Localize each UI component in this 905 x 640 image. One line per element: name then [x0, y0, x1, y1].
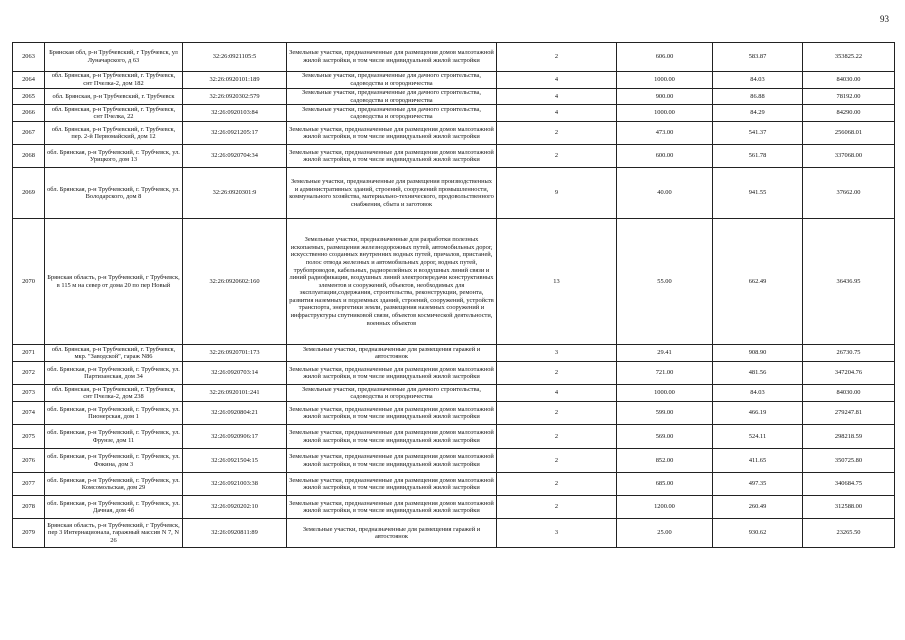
cadastral-value-cell: 340684.75 — [803, 473, 895, 496]
row-number: 2066 — [13, 105, 45, 122]
specific-value-cell: 84.03 — [713, 385, 803, 402]
table-row — [13, 385, 895, 402]
table-row — [13, 145, 895, 168]
land-use-cell: Земельные участки, предназначенные для размещения домов малоэтажной жилой застройки, в том числе индивидуальной жилой застройки — [287, 449, 497, 473]
cadastral-value-cell: 298218.59 — [803, 425, 895, 449]
table-body — [13, 43, 895, 548]
address-cell: обл. Брянская, р-н Трубчевский, г. Трубчевск, ул. Пионерская, дом 1 — [45, 402, 183, 425]
cadastral-number-cell: 32:26:0920811:89 — [183, 519, 287, 548]
row-number: 2069 — [13, 168, 45, 219]
cadastral-value-cell: 312588.00 — [803, 496, 895, 519]
cadastral-number-cell: 32:26:0921105:5 — [183, 43, 287, 72]
row-number: 2065 — [13, 89, 45, 105]
group-cell: 2 — [497, 362, 617, 385]
address-cell: обл. Брянская, р-н Трубчевский, г. Трубчевск, ул. Володарского, дом 8 — [45, 168, 183, 219]
specific-value-cell: 481.56 — [713, 362, 803, 385]
land-use-cell: Земельные участки, предназначенные для разработки полезных ископаемых, размещения железнодорожных путей, автомобильных дорог, искусственно созданных внутренних водных путей, причалов, пристаней, полос отвода железных и автомобильных дорог, водных путей, трубопроводов, кабельных, радиорелейных и воздушных линий связи и линий радиофикации, воздушных линий электропередачи конструктивных элементов и сооружений, объектов, необходимых для эксплуатации,содержания, строительства, реконструкции, ремонта, развития наземных и подземных зданий, строений, сооружений, устройств транспорта, энергетики земли, размещения наземных сооружений и инфраструктуры спутниковой связи, объектов космической деятельности, военных объектов — [287, 219, 497, 345]
address-cell: обл. Брянская, р-н Трубчевский, г. Трубчевск, ул. Комсомольская, дом 29 — [45, 473, 183, 496]
cadastral-number-cell: 32:26:0921003:38 — [183, 473, 287, 496]
cadastral-value-cell: 84030.00 — [803, 385, 895, 402]
address-cell: обл. Брянская, р-н Трубчевский, г. Трубчевск, ул. Партизанская, дом 34 — [45, 362, 183, 385]
cadastral-value-cell: 84030.00 — [803, 72, 895, 89]
land-use-cell: Земельные участки, предназначенные для размещения гаражей и автостоянок — [287, 345, 497, 362]
area-cell: 900.00 — [617, 89, 713, 105]
group-cell: 2 — [497, 496, 617, 519]
cadastral-number-cell: 32:26:0920101:189 — [183, 72, 287, 89]
area-cell: 685.00 — [617, 473, 713, 496]
area-cell: 599.00 — [617, 402, 713, 425]
specific-value-cell: 84.29 — [713, 105, 803, 122]
land-use-cell: Земельные участки, предназначенные для размещения домов малоэтажной жилой застройки, в том числе индивидуальной жилой застройки — [287, 43, 497, 72]
address-cell: обл. Брянская, р-н Трубчевский, г. Трубчевск, снт Пчелка-2, дом 238 — [45, 385, 183, 402]
cadastral-number-cell: 32:26:0920906:17 — [183, 425, 287, 449]
area-cell: 473.00 — [617, 122, 713, 145]
cadastral-number-cell: 32:26:0920701:173 — [183, 345, 287, 362]
table-row — [13, 362, 895, 385]
row-number: 2074 — [13, 402, 45, 425]
group-cell: 4 — [497, 72, 617, 89]
row-number: 2064 — [13, 72, 45, 89]
area-cell: 721.00 — [617, 362, 713, 385]
specific-value-cell: 411.65 — [713, 449, 803, 473]
group-cell: 2 — [497, 145, 617, 168]
table-row — [13, 219, 895, 345]
cadastral-value-cell: 84290.00 — [803, 105, 895, 122]
table-row — [13, 122, 895, 145]
row-number: 2068 — [13, 145, 45, 168]
cadastral-value-cell: 23265.50 — [803, 519, 895, 548]
table-row — [13, 43, 895, 72]
group-cell: 4 — [497, 385, 617, 402]
table-row — [13, 72, 895, 89]
specific-value-cell: 84.03 — [713, 72, 803, 89]
specific-value-cell: 583.87 — [713, 43, 803, 72]
table-row — [13, 496, 895, 519]
row-number: 2079 — [13, 519, 45, 548]
area-cell: 1000.00 — [617, 105, 713, 122]
specific-value-cell: 524.11 — [713, 425, 803, 449]
row-number: 2071 — [13, 345, 45, 362]
address-cell: обл. Брянская, р-н Трубчевский, г. Трубчевск, ул. Фрунзе, дом 11 — [45, 425, 183, 449]
table-row — [13, 402, 895, 425]
cadastral-value-cell: 37662.00 — [803, 168, 895, 219]
land-use-cell: Земельные участки, предназначенные для дачного строительства, садоводства и огородничества — [287, 72, 497, 89]
cadastral-number-cell: 32:26:0920703:14 — [183, 362, 287, 385]
table-row — [13, 449, 895, 473]
cadastral-number-cell: 32:26:0920202:10 — [183, 496, 287, 519]
area-cell: 40.00 — [617, 168, 713, 219]
table-row — [13, 473, 895, 496]
row-number: 2067 — [13, 122, 45, 145]
group-cell: 3 — [497, 345, 617, 362]
table-row — [13, 425, 895, 449]
cadastral-value-cell: 350725.80 — [803, 449, 895, 473]
specific-value-cell: 941.55 — [713, 168, 803, 219]
cadastral-number-cell: 32:26:0920101:241 — [183, 385, 287, 402]
address-cell: обл. Брянская, р-н Трубчевский, г. Трубчевск, пер. 2-й Первомайский, дом 12 — [45, 122, 183, 145]
address-cell: Брянская область, р-н Трубчевский, г Трубчевск, пер 3 Интернационала, гаражный массив N 7, N 26 — [45, 519, 183, 548]
row-number: 2073 — [13, 385, 45, 402]
table-row — [13, 105, 895, 122]
land-use-cell: Земельные участки, предназначенные для дачного строительства, садоводства и огородничества — [287, 105, 497, 122]
area-cell: 606.00 — [617, 43, 713, 72]
cadastral-number-cell: 32:26:0920301:9 — [183, 168, 287, 219]
specific-value-cell: 930.62 — [713, 519, 803, 548]
specific-value-cell: 260.49 — [713, 496, 803, 519]
cadastral-value-cell: 337068.00 — [803, 145, 895, 168]
address-cell: обл. Брянская, р-н Трубчевский, г. Трубчевск, ул. Урицкого, дом 13 — [45, 145, 183, 168]
cadastral-number-cell: 32:26:0920804:21 — [183, 402, 287, 425]
cadastral-number-cell: 32:26:0921504:15 — [183, 449, 287, 473]
area-cell: 600.00 — [617, 145, 713, 168]
land-use-cell: Земельные участки, предназначенные для размещения производственных и административных зданий, строений, сооружений промышленности, коммунального хозяйства, материально-технического, продовольственного снабжения, сбыта и заготовок — [287, 168, 497, 219]
specific-value-cell: 662.49 — [713, 219, 803, 345]
land-use-cell: Земельные участки, предназначенные для размещения гаражей и автостоянок — [287, 519, 497, 548]
row-number: 2063 — [13, 43, 45, 72]
cadastral-value-cell: 353825.22 — [803, 43, 895, 72]
page-number: 93 — [880, 14, 889, 24]
group-cell: 2 — [497, 425, 617, 449]
land-use-cell: Земельные участки, предназначенные для размещения домов малоэтажной жилой застройки, в том числе индивидуальной жилой застройки — [287, 496, 497, 519]
cadastral-value-cell: 279247.81 — [803, 402, 895, 425]
address-cell: обл. Брянская, р-н Трубчевский, г. Трубчевск, ул. Дачная, дом 4б — [45, 496, 183, 519]
group-cell: 9 — [497, 168, 617, 219]
land-use-cell: Земельные участки, предназначенные для размещения домов малоэтажной жилой застройки, в том числе индивидуальной жилой застройки — [287, 473, 497, 496]
specific-value-cell: 86.88 — [713, 89, 803, 105]
cadastral-number-cell: 32:26:0920704:34 — [183, 145, 287, 168]
row-number: 2075 — [13, 425, 45, 449]
area-cell: 1200.00 — [617, 496, 713, 519]
address-cell: обл. Брянская, р-н Трубчевский, г. Трубчевск, мкр. "Заводской", гараж N86 — [45, 345, 183, 362]
cadastral-value-cell: 36436.95 — [803, 219, 895, 345]
cadastral-value-cell: 347204.76 — [803, 362, 895, 385]
cadastral-value-cell: 78192.00 — [803, 89, 895, 105]
area-cell: 1000.00 — [617, 385, 713, 402]
specific-value-cell: 561.78 — [713, 145, 803, 168]
cadastral-value-cell: 256068.01 — [803, 122, 895, 145]
cadastral-number-cell: 32:26:0920602:160 — [183, 219, 287, 345]
land-use-cell: Земельные участки, предназначенные для дачного строительства, садоводства и огородничества — [287, 385, 497, 402]
land-use-cell: Земельные участки, предназначенные для дачного строительства, садоводства и огородничества — [287, 89, 497, 105]
area-cell: 1000.00 — [617, 72, 713, 89]
area-cell: 25.00 — [617, 519, 713, 548]
group-cell: 2 — [497, 43, 617, 72]
row-number: 2070 — [13, 219, 45, 345]
group-cell: 3 — [497, 519, 617, 548]
cadastral-number-cell: 32:26:0921205:17 — [183, 122, 287, 145]
specific-value-cell: 497.35 — [713, 473, 803, 496]
specific-value-cell: 466.19 — [713, 402, 803, 425]
address-cell: обл. Брянская, р-н Трубчевский, г. Трубчевск, ул. Фокина, дом 3 — [45, 449, 183, 473]
group-cell: 4 — [497, 105, 617, 122]
group-cell: 4 — [497, 89, 617, 105]
table-row — [13, 519, 895, 548]
table-row — [13, 168, 895, 219]
specific-value-cell: 908.90 — [713, 345, 803, 362]
area-cell: 29.41 — [617, 345, 713, 362]
row-number: 2078 — [13, 496, 45, 519]
address-cell: Брянская обл, р-н Трубчевский, г Трубчевск, ул Луначарского, д 63 — [45, 43, 183, 72]
area-cell: 569.00 — [617, 425, 713, 449]
land-registry-table — [12, 42, 895, 548]
group-cell: 2 — [497, 402, 617, 425]
cadastral-value-cell: 26730.75 — [803, 345, 895, 362]
land-use-cell: Земельные участки, предназначенные для размещения домов малоэтажной жилой застройки, в том числе индивидуальной жилой застройки — [287, 402, 497, 425]
cadastral-number-cell: 32:26:0920103:84 — [183, 105, 287, 122]
area-cell: 852.00 — [617, 449, 713, 473]
address-cell: обл. Брянская, р-н Трубчевский, г. Трубчевск, снт Пчелка-2, дом 182 — [45, 72, 183, 89]
group-cell: 2 — [497, 473, 617, 496]
group-cell: 2 — [497, 122, 617, 145]
row-number: 2076 — [13, 449, 45, 473]
row-number: 2077 — [13, 473, 45, 496]
specific-value-cell: 541.37 — [713, 122, 803, 145]
group-cell: 13 — [497, 219, 617, 345]
address-cell: обл. Брянская, р-н Трубчевский, г. Трубчевск, снт Пчелка, 22 — [45, 105, 183, 122]
table-row — [13, 89, 895, 105]
land-use-cell: Земельные участки, предназначенные для размещения домов малоэтажной жилой застройки, в том числе индивидуальной жилой застройки — [287, 145, 497, 168]
land-use-cell: Земельные участки, предназначенные для размещения домов малоэтажной жилой застройки, в том числе индивидуальной жилой застройки — [287, 425, 497, 449]
land-use-cell: Земельные участки, предназначенные для размещения домов малоэтажной жилой застройки, в том числе индивидуальной жилой застройки — [287, 362, 497, 385]
address-cell: обл. Брянская, р-н Трубчевский, г. Трубчевск — [45, 89, 183, 105]
land-use-cell: Земельные участки, предназначенные для размещения домов малоэтажной жилой застройки, в том числе индивидуальной жилой застройки — [287, 122, 497, 145]
cadastral-number-cell: 32:26:0920302:579 — [183, 89, 287, 105]
table-row — [13, 345, 895, 362]
row-number: 2072 — [13, 362, 45, 385]
address-cell: Брянская область, р-н Трубчевский, г Трубчевск, в 115 м на север от дома 20 по пер Новый — [45, 219, 183, 345]
area-cell: 55.00 — [617, 219, 713, 345]
group-cell: 2 — [497, 449, 617, 473]
